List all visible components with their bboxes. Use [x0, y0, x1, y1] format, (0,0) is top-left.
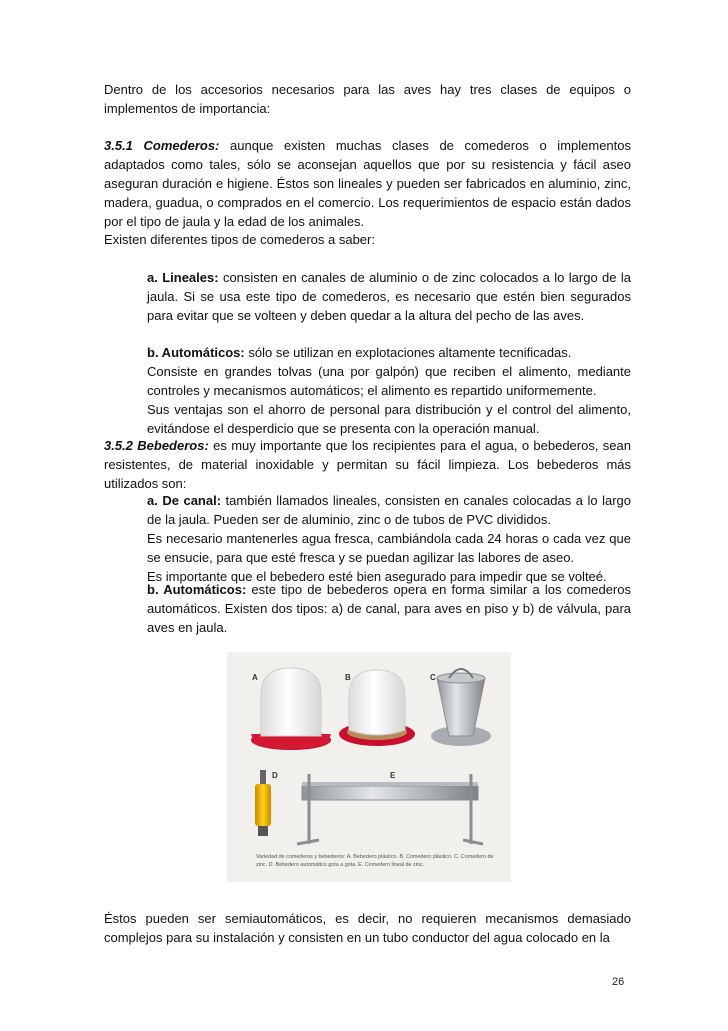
comederos-paragraph	[104, 136, 631, 231]
comederos-automaticos-line2: Consiste en grandes tolvas (una por galpón) que reciben el alimento, mediante controles y mecanismos automáticos; el alimento es repartido uniformemente.	[147, 364, 631, 398]
comederos-automaticos-line3: Sus ventajas son el ahorro de personal para distribución y el control del alimento, evitándose el desperdicio que se presenta con la operación manual.	[147, 402, 631, 436]
bebederos-canal-line2: Es necesario mantenerles agua fresca, cambiándola cada 24 horas o cada vez que se ensucie, para que esté fresca y se puedan agilizar las labores de aseo.	[147, 531, 631, 565]
drip-drinker-d	[255, 770, 271, 836]
figure-label-b: B	[345, 673, 351, 682]
comederos-automaticos-text: sólo se utilizan en explotaciones altamente tecnificadas.	[244, 345, 572, 360]
intro-text: Dentro de los accesorios necesarios para las aves hay tres clases de equipos o implementos de importancia:	[104, 82, 631, 116]
zinc-feeder-c	[431, 669, 491, 746]
equipment-figure	[227, 652, 511, 882]
bebederos-text: es muy importante que los recipientes para el agua, o bebederos, sean resistentes, de material inoxidable y permitan su fácil limpieza. Los bebederos más utilizados son:	[104, 438, 631, 491]
plastic-drinker-a	[251, 668, 331, 750]
bebederos-heading: 3.5.2 Bebederos:	[104, 438, 209, 453]
figure-label-d: D	[272, 771, 278, 780]
figure-label-e: E	[390, 771, 396, 780]
comederos-lineales-item	[147, 268, 631, 325]
closing-paragraph	[104, 909, 631, 947]
bebederos-automaticos-text: este tipo de bebederos opera en forma similar a los comederos automáticos. Existen dos tipos: a) de canal, para aves en piso y b) de válvula, para aves en jaula.	[147, 582, 631, 635]
comederos-heading: 3.5.1 Comederos:	[104, 138, 220, 153]
figure-label-a: A	[252, 673, 258, 682]
comederos-lineales-label: a. Lineales:	[147, 270, 219, 285]
page-number: 26	[612, 976, 625, 988]
comederos-lineales-text: consisten en canales de aluminio o de zinc colocados a lo largo de la jaula. Si se usa este tipo de comederos, es necesario que estén bien segurados para evitar que se volteen y deben quedar a la altura del pecho de las aves.	[147, 270, 632, 323]
bebederos-canal-label: a. De canal:	[147, 493, 222, 508]
bebederos-canal-text: también llamados lineales, consisten en canales colocadas a lo largo de la jaula. Pueden ser de aluminio, zinc o de tubos de PVC divididos.	[147, 493, 631, 527]
bebederos-canal-item	[147, 491, 631, 586]
comederos-automaticos-label: b. Automáticos:	[147, 345, 245, 360]
linear-feeder-e	[297, 774, 483, 844]
figure-caption: Variedad de comederos y bebederos: A. Bebedero plástico. B. Comedero plástico. C. Comedero de zinc. D. Bebedero automático gota a gota. E. Comedero lineal de zinc.	[256, 854, 494, 868]
closing-text: Éstos pueden ser semiautomáticos, es decir, no requieren mecanismos demasiado complejos para su instalación y consisten en un tubo conductor del agua colocado en la	[104, 911, 631, 945]
tipos-intro	[104, 230, 631, 249]
intro-paragraph	[104, 80, 631, 118]
bebederos-automaticos-item	[147, 580, 631, 637]
figure-label-c: C	[430, 673, 436, 682]
bebederos-canal-line3: Es importante que el bebedero esté bien asegurado para impedir que se volteé.	[147, 569, 607, 584]
tipos-intro-text: Existen diferentes tipos de comederos a saber:	[104, 232, 375, 247]
equipment-illustration	[227, 652, 511, 852]
bebederos-paragraph	[104, 436, 631, 493]
comederos-automaticos-item	[147, 343, 631, 438]
comederos-text: aunque existen muchas clases de comederos o implementos adaptados como tales, sólo se aconsejan aquellos que por su resistencia y fácil aseo aseguran duración e higiene. Éstos son lineales y pueden ser fabricados en aluminio, zinc, madera, guadua, o comprados en el comercio. Los requerimientos de espacio están dados por el tipo de jaula y la edad de los animales.	[104, 138, 631, 229]
bebederos-automaticos-label: b. Automáticos:	[147, 582, 247, 597]
